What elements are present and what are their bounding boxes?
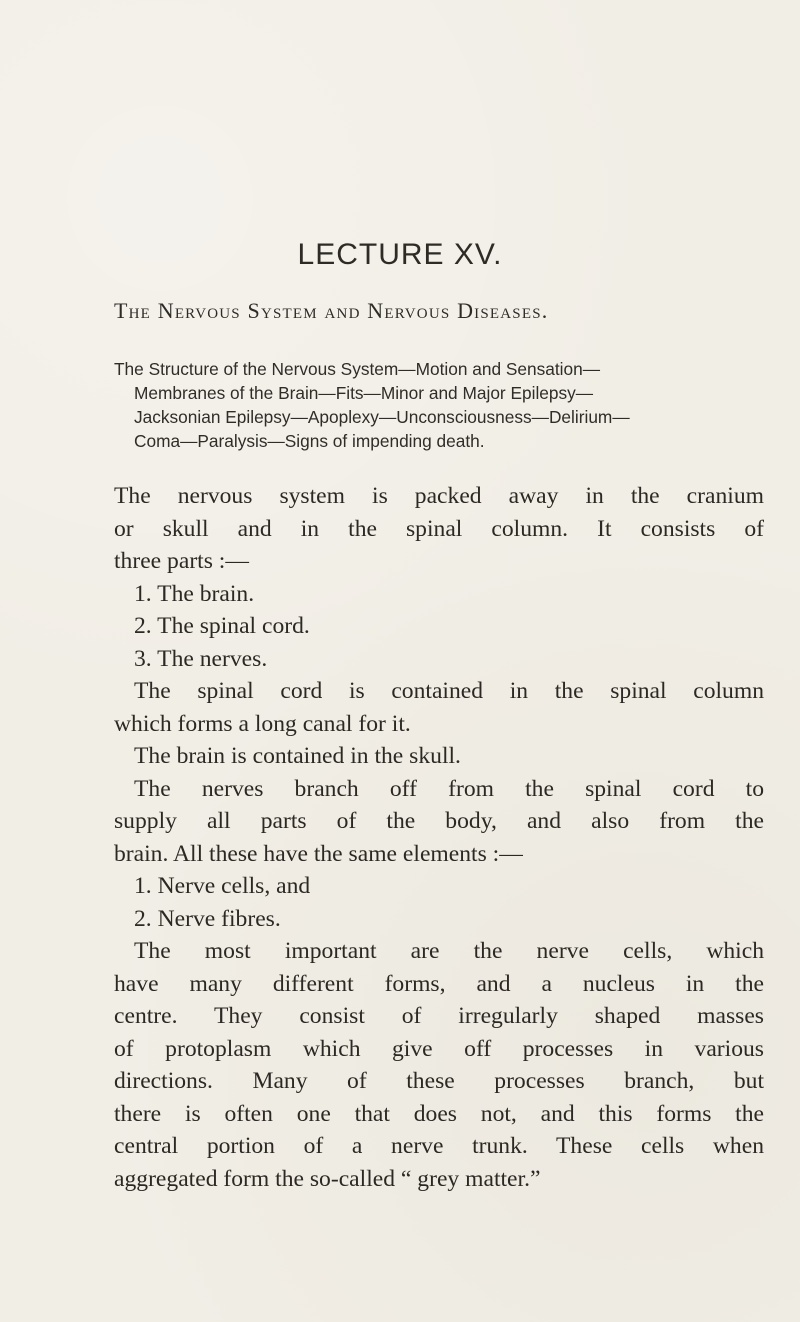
paragraph-line: central portion of a nerve trunk. These cells when [114, 1133, 764, 1159]
list-item: 3. The nerves. [134, 645, 268, 672]
list-item: 1. The brain. [134, 580, 255, 607]
list-item: 2. Nerve fibres. [134, 905, 281, 932]
paragraph-line: The most important are the nerve cells, which [134, 938, 764, 964]
synopsis-line: Membranes of the Brain—Fits—Minor and Major Epilepsy— [134, 383, 594, 403]
body-text [114, 480, 764, 1195]
chapter-synopsis [114, 357, 774, 453]
chapter-title: The Nervous System and Nervous Diseases. [114, 298, 549, 323]
lecture-heading: LECTURE XV. [297, 238, 503, 271]
paragraph-line: there is often one that does not, and this forms the [114, 1100, 764, 1127]
paragraph-line: aggregated form the so-called “ grey matter.” [114, 1165, 541, 1192]
paragraph-line: The nerves branch off from the spinal cord to [134, 775, 764, 802]
paragraph-line: The nervous system is packed away in the cranium [114, 483, 764, 509]
paragraph-line: directions. Many of these processes branch, but [114, 1068, 764, 1094]
synopsis-line: The Structure of the Nervous System—Motion and Sensation— [114, 359, 601, 379]
paragraph-line: three parts :— [114, 548, 249, 574]
paragraph-line: have many different forms, and a nucleus in the [114, 970, 764, 997]
synopsis-line: Jacksonian Epilepsy—Apoplexy—Unconsciousness—Delirium— [134, 407, 630, 427]
paragraph-line: The brain is contained in the skull. [134, 743, 461, 769]
paragraph-line: or skull and in the spinal column. It consists of [114, 515, 764, 542]
paragraph-line: of protoplasm which give off processes in various [114, 1035, 764, 1062]
paragraph-line: centre. They consist of irregularly shaped masses [114, 1003, 764, 1029]
paragraph-line: The spinal cord is contained in the spinal column [134, 678, 764, 704]
paragraph-line: brain. All these have the same elements :— [114, 840, 523, 867]
paragraph-line: which forms a long canal for it. [114, 710, 411, 737]
synopsis-line: Coma—Paralysis—Signs of impending death. [134, 431, 485, 451]
paragraph-line: supply all parts of the body, and also from the [114, 808, 764, 834]
list-item: 1. Nerve cells, and [134, 873, 311, 899]
list-item: 2. The spinal cord. [134, 613, 310, 639]
